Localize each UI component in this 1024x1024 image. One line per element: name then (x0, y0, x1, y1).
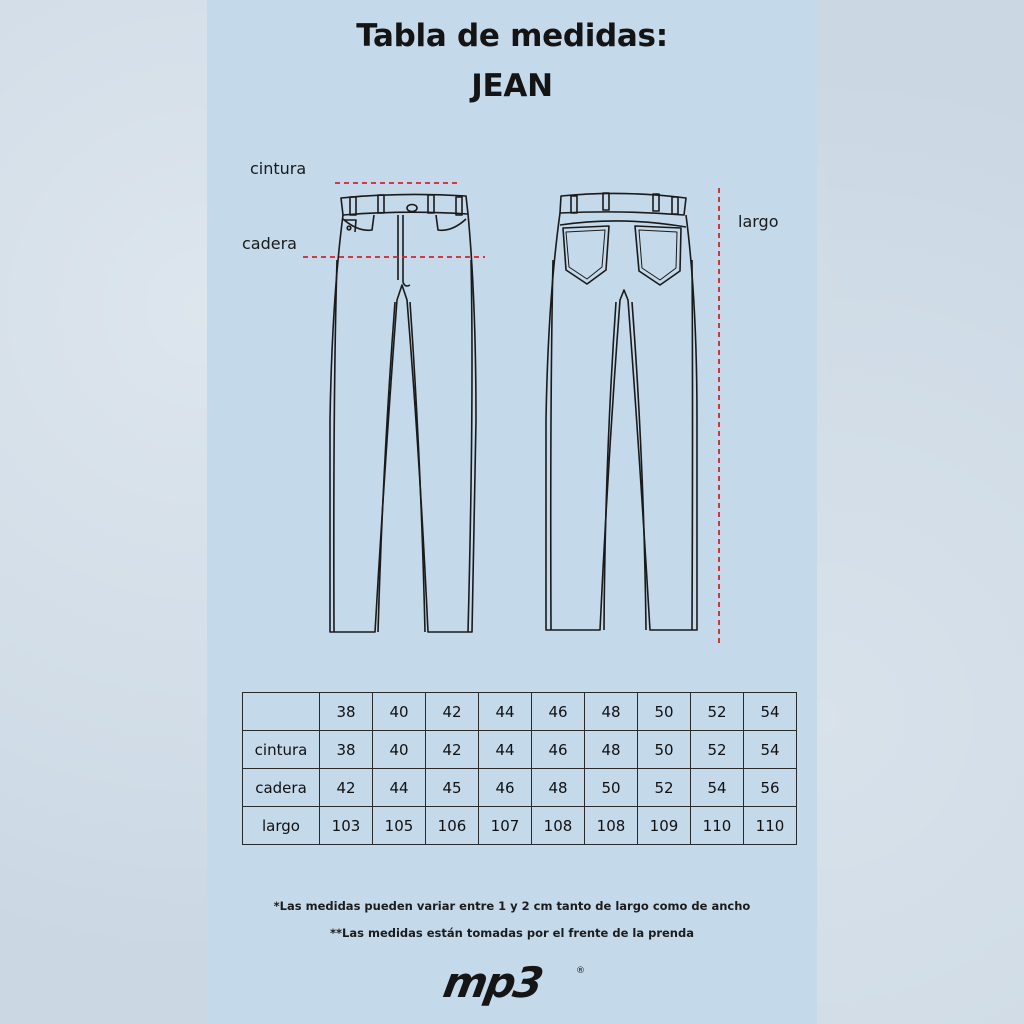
footnote-measurement: **Las medidas están tomadas por el frente de la prenda (330, 926, 694, 940)
value-cell: 50 (585, 769, 638, 807)
value-cell: 110 (744, 807, 797, 845)
value-cell: 108 (532, 807, 585, 845)
size-header-cell: 38 (320, 693, 373, 731)
value-cell: 48 (532, 769, 585, 807)
value-cell: 106 (426, 807, 479, 845)
chart-title: Tabla de medidas: (356, 18, 668, 54)
size-header-cell: 42 (426, 693, 479, 731)
brand-logo (439, 958, 590, 1007)
value-cell: 44 (373, 769, 426, 807)
value-cell: 52 (638, 769, 691, 807)
value-cell: 107 (479, 807, 532, 845)
value-cell: 46 (532, 731, 585, 769)
size-table (242, 692, 797, 845)
value-cell: 42 (426, 731, 479, 769)
table-header-row (243, 693, 797, 731)
jeans-back-illustration (546, 193, 697, 630)
value-cell: 54 (744, 731, 797, 769)
value-cell: 56 (744, 769, 797, 807)
size-header-cell: 46 (532, 693, 585, 731)
table-row-largo (243, 807, 797, 845)
value-cell: 40 (373, 731, 426, 769)
table-row-cintura (243, 731, 797, 769)
value-cell: 48 (585, 731, 638, 769)
value-cell: 52 (691, 731, 744, 769)
row-label-cell: largo (243, 807, 320, 845)
value-cell: 44 (479, 731, 532, 769)
garment-type-title: JEAN (471, 68, 553, 104)
size-header-cell: 54 (744, 693, 797, 731)
value-cell: 103 (320, 807, 373, 845)
waist-label: cintura (250, 159, 307, 178)
row-label-cell: cadera (243, 769, 320, 807)
table-corner-cell (243, 693, 320, 731)
brand-logo-text: mp3 (439, 958, 546, 1007)
value-cell: 54 (691, 769, 744, 807)
size-header-cell: 52 (691, 693, 744, 731)
value-cell: 45 (426, 769, 479, 807)
registered-mark: ® (576, 966, 585, 976)
size-header-cell: 50 (638, 693, 691, 731)
footnote-variation: *Las medidas pueden variar entre 1 y 2 cm tanto de largo como de ancho (273, 899, 751, 913)
measurement-lines (303, 183, 719, 645)
value-cell: 50 (638, 731, 691, 769)
row-label-cell: cintura (243, 731, 320, 769)
length-label: largo (738, 212, 779, 231)
value-cell: 109 (638, 807, 691, 845)
jeans-front-illustration (330, 194, 476, 632)
value-cell: 108 (585, 807, 638, 845)
value-cell: 105 (373, 807, 426, 845)
table-row-cadera (243, 769, 797, 807)
size-header-cell: 48 (585, 693, 638, 731)
value-cell: 42 (320, 769, 373, 807)
size-header-cell: 44 (479, 693, 532, 731)
value-cell: 38 (320, 731, 373, 769)
value-cell: 46 (479, 769, 532, 807)
size-header-cell: 40 (373, 693, 426, 731)
value-cell: 110 (691, 807, 744, 845)
hip-label: cadera (242, 234, 297, 253)
